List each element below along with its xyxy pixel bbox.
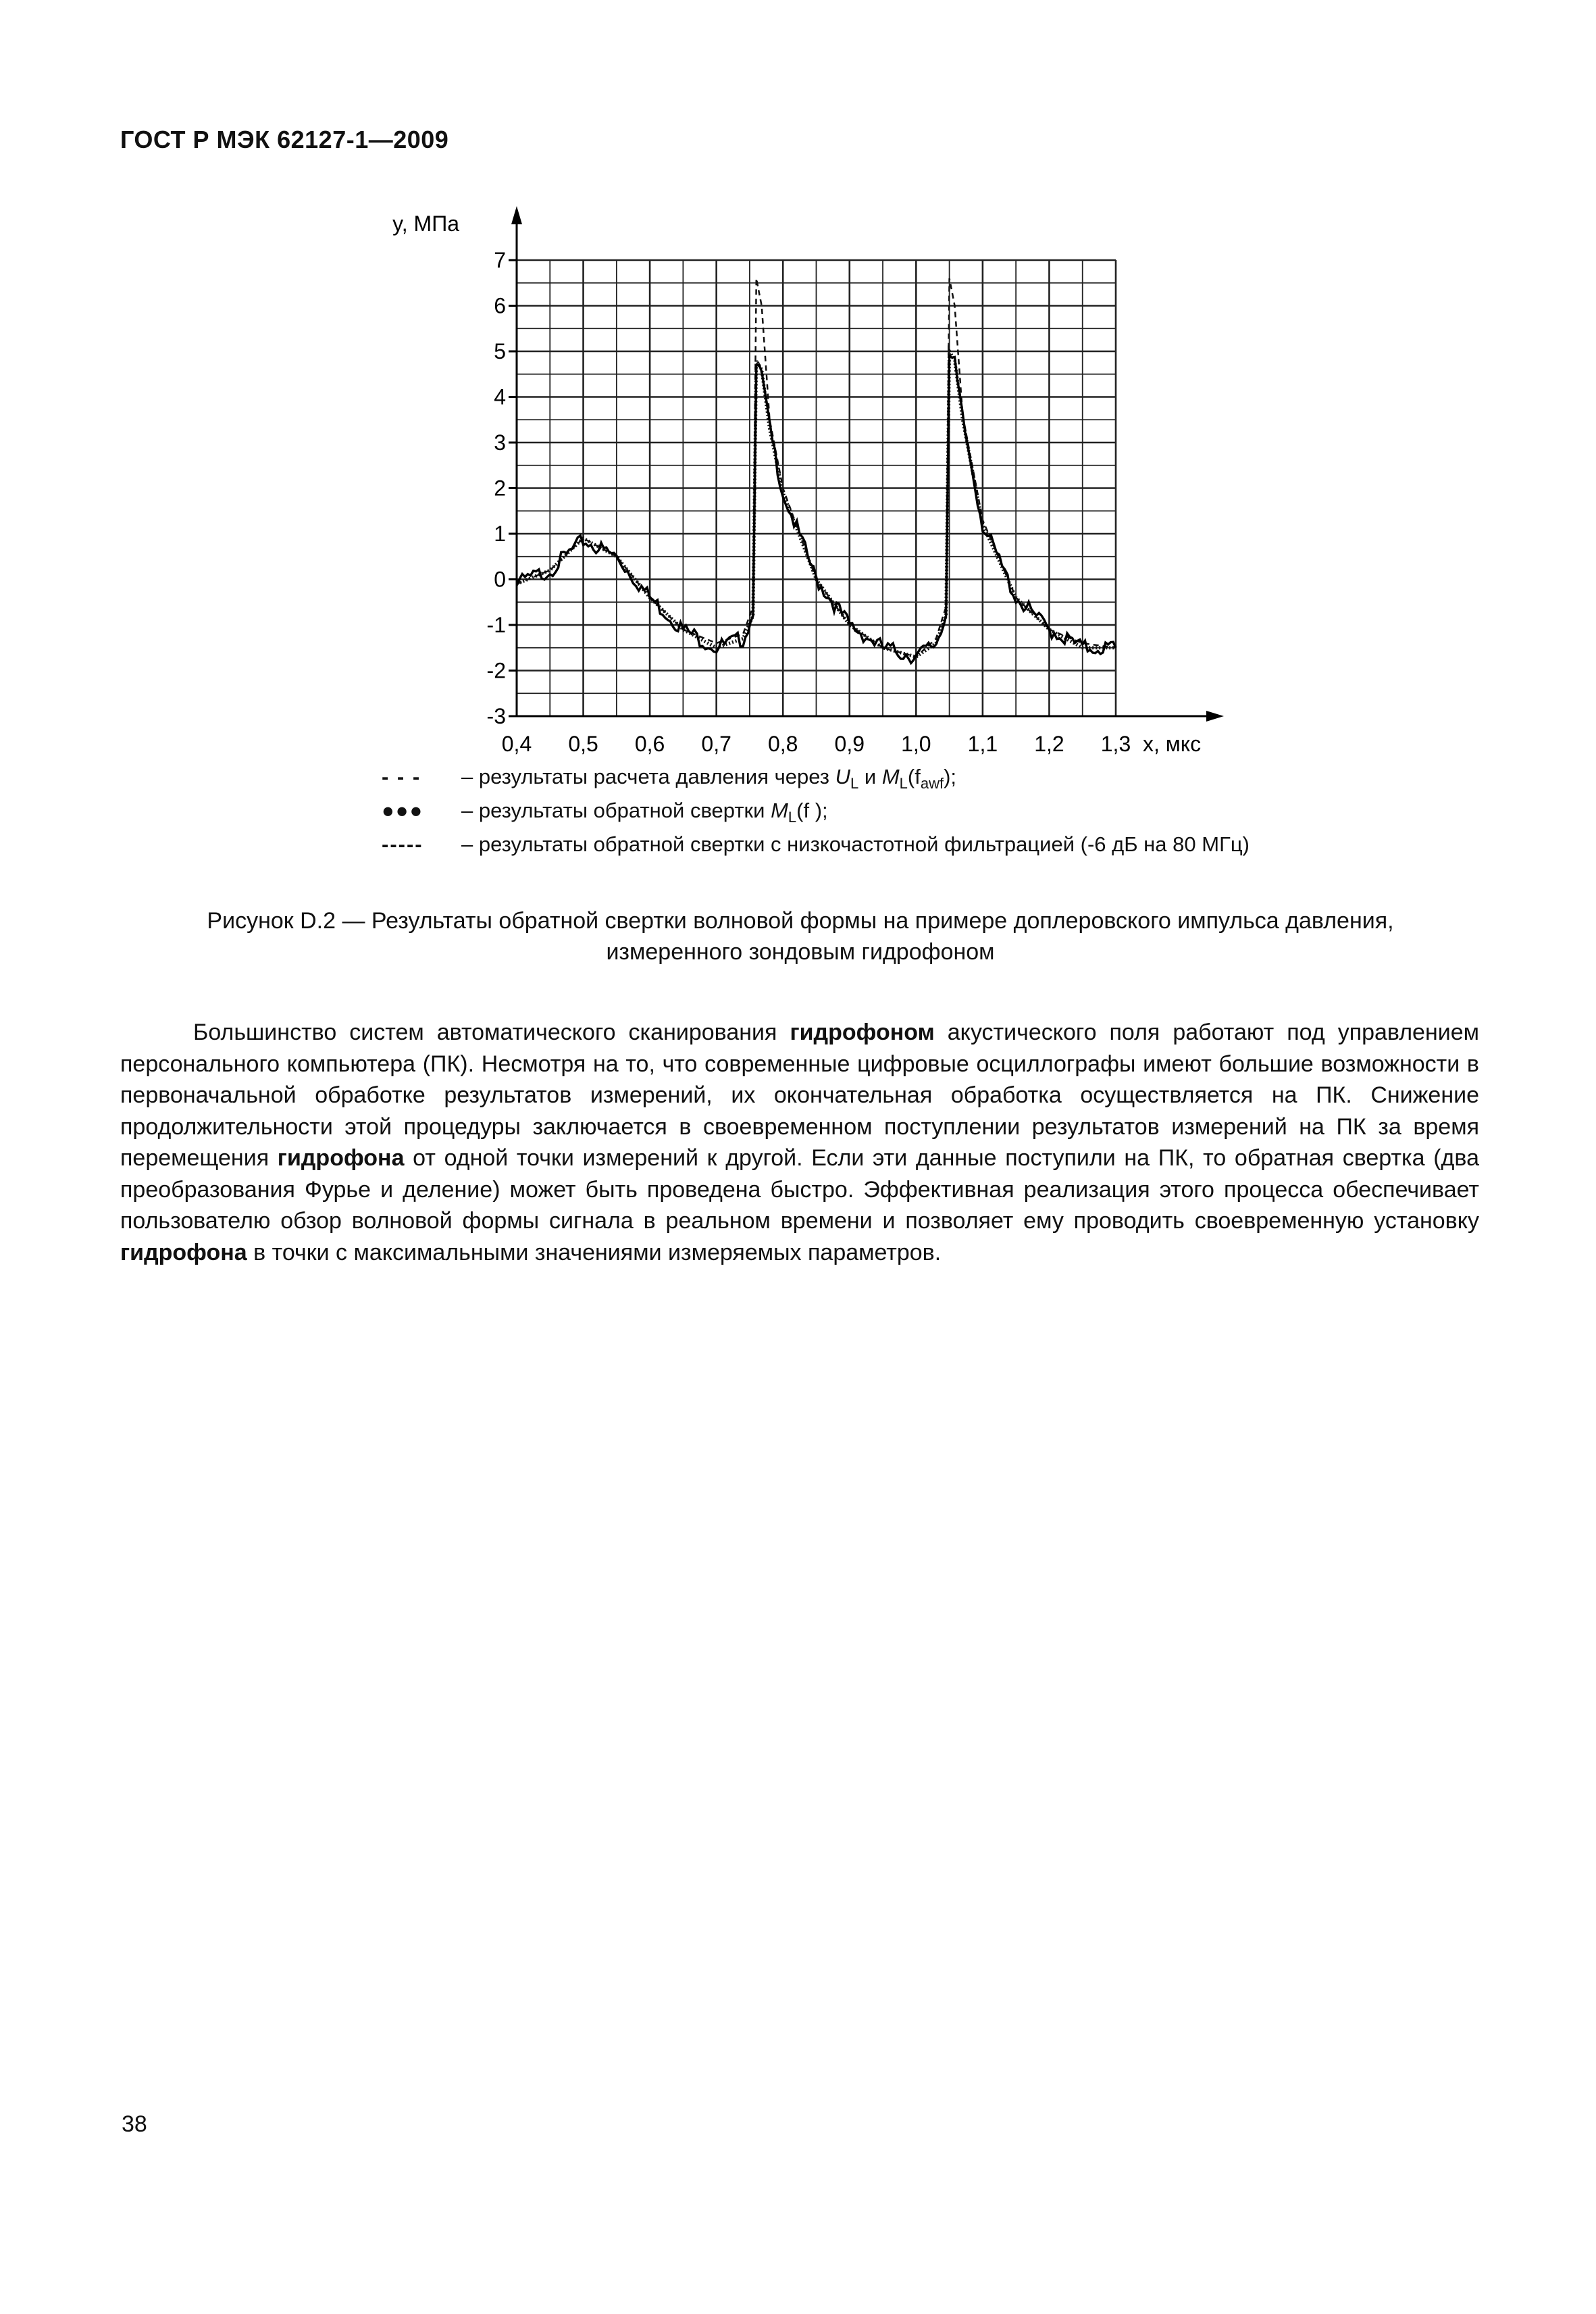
x-tick-label: 1,2 [1034,732,1064,756]
y-tick-label: 2 [494,476,506,501]
y-tick-label: 4 [494,384,506,409]
y-tick-label: 0 [494,567,506,592]
x-tick-label: 0,4 [501,732,532,756]
y-tick-label: 7 [494,248,506,272]
y-tick-label: 6 [494,293,506,318]
x-tick-label: 0,5 [568,732,598,756]
x-tick-label: 1,1 [967,732,998,756]
y-tick-label: -1 [486,613,506,637]
y-axis-arrow [511,206,522,224]
waveform-chart [0,0,1596,790]
legend-symbol-dashed: - - - [382,765,421,788]
legend-item-filtered: ----- – результаты обратной свертки с низкочастотной фильтрацией (-6 дБ на 80 МГц) [382,832,1250,856]
y-tick-label: 5 [494,339,506,363]
document-header: ГОСТ Р МЭК 62127-1—2009 [120,126,449,153]
y-tick-label: 1 [494,522,506,546]
chart-grid [517,260,1116,716]
page-number: 38 [122,2111,147,2137]
y-tick-label: 3 [494,430,506,455]
x-tick-label: 0,8 [767,732,798,756]
x-tick-label: 0,9 [834,732,865,756]
figure-caption: Рисунок D.2 — Результаты обратной свертки волновой формы на примере доплеровского импульса давления, измеренного зондовым гидрофоном [207,908,1394,965]
legend-symbol-short-dash: ----- [382,832,423,856]
y-tick-label: -3 [486,704,506,728]
x-tick-label: 1,0 [901,732,931,756]
legend-item-deconv: ●●● – результаты обратной свертки $M_L(f$ ); [382,799,828,826]
x-tick-label: 1,3 [1100,732,1131,756]
x-axis-arrow [1206,711,1224,722]
x-tick-label: 0,6 [634,732,665,756]
legend-symbol-dots: ●●● [382,799,424,822]
x-axis-label: x, мкс [1143,732,1202,756]
body-paragraph: Большинство систем автоматического сканирования гидрофоном акустического поля работают под управлением персонального компьютера (ПК). Несмотря на то, что современные цифровые осциллографы имеют большие возможности в первоначальной обработке результатов измерений, их окончательная обработка осуществляется на ПК. Снижение продолжительности этой процедуры заключается в своевременном поступлении результатов измерений на ПК за время перемещения гидрофона от одной точки измерений к другой. Если эти данные поступили на ПК, то обратная свертка (два преобразования Фурье и деление) может быть проведена быстро. Эффективная реализация этого процесса обеспечивает пользователю обзор волновой формы сигнала в реальном времени и позволяет ему проводить своевременную установку гидрофона в точки с максимальными значениями измеряемых параметров. [120,1020,1480,1265]
legend-item-calc: - - - – результаты расчета давления через $U_L$ и $M_L(f_{awf})$; [382,765,957,793]
y-axis-label: y, МПа [392,211,459,236]
y-tick-label: -2 [486,658,506,683]
x-tick-label: 0,7 [701,732,731,756]
